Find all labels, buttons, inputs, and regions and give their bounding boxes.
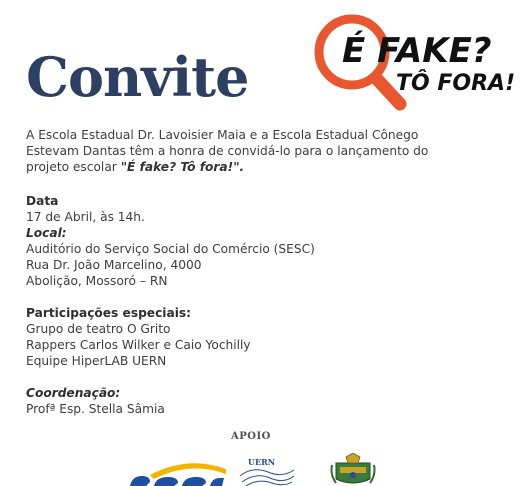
intro-text: A Escola Estadual Dr. Lavoisier Maia e a Escola Estadual Cônego Estevam Dantas têm a honra de convidá-lo para o lançamento do projeto escolar bbox=[26, 128, 429, 174]
project-name: "É fake? Tô fora!". bbox=[120, 160, 245, 174]
date-value: 17 de Abril, às 14h. bbox=[26, 210, 145, 224]
logo-line-2: TÔ FORA! bbox=[396, 71, 516, 96]
location-line: Auditório do Serviço Social do Comércio (SESC) bbox=[26, 242, 315, 256]
coordination bbox=[26, 385, 446, 417]
uern-label: UERN bbox=[248, 457, 276, 467]
location-line: Abolição, Mossoró – RN bbox=[26, 274, 168, 288]
sesc-logo bbox=[128, 457, 228, 486]
logo-line-1: É FAKE? bbox=[342, 31, 492, 71]
special-label: Participações especiais: bbox=[26, 306, 191, 320]
special-participants bbox=[26, 305, 446, 369]
date-label: Data bbox=[26, 194, 59, 208]
coordination-label: Coordenação: bbox=[26, 386, 121, 400]
participant-line: Equipe HiperLAB UERN bbox=[26, 354, 167, 368]
event-details bbox=[26, 193, 446, 289]
rn-coat-of-arms-logo bbox=[330, 453, 376, 486]
location-label: Local: bbox=[26, 226, 67, 240]
location-line: Rua Dr. João Marcelino, 4000 bbox=[26, 258, 202, 272]
intro-paragraph bbox=[26, 127, 436, 175]
participant-line: Grupo de teatro O Grito bbox=[26, 322, 171, 336]
uern-logo bbox=[238, 456, 296, 486]
coordinator-name: Profª Esp. Stella Sâmia bbox=[26, 402, 165, 416]
fake-news-logo bbox=[308, 12, 520, 112]
support-heading: APOIO bbox=[231, 431, 271, 442]
page-title: Convite bbox=[26, 45, 249, 109]
participant-line: Rappers Carlos Wilker e Caio Yochilly bbox=[26, 338, 251, 352]
